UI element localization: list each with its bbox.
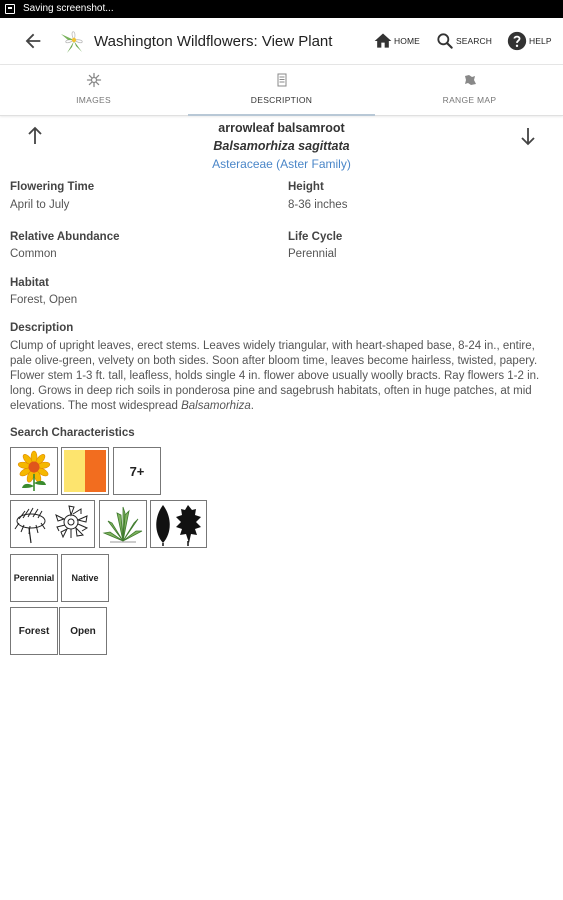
help-button[interactable] <box>506 28 552 54</box>
tab-description[interactable] <box>188 65 375 115</box>
scientific-name: Balsamorhiza sagittata <box>213 139 350 153</box>
help-label: HELP <box>529 36 552 46</box>
trillium-logo-icon <box>58 25 90 57</box>
habitat-tile-forest: Forest <box>10 607 58 655</box>
description-end: . <box>250 400 254 412</box>
origin-tile: Native <box>61 554 109 602</box>
home-button[interactable] <box>373 28 420 54</box>
flower-shape-tile <box>10 500 95 548</box>
flowering-time-value: April to July <box>10 199 70 211</box>
orange-color-swatch <box>85 450 106 492</box>
list-tab-icon <box>274 72 290 88</box>
flower-color-tile <box>61 447 109 495</box>
search-button[interactable] <box>435 28 492 54</box>
family-link[interactable]: Asteraceae (Aster Family) <box>212 157 351 171</box>
help-icon <box>506 30 528 52</box>
tab-range-map[interactable] <box>376 65 563 115</box>
habitat-value: Forest, Open <box>10 294 78 306</box>
leaf-arrangement-tile <box>99 500 147 548</box>
description-genus: Balsamorhiza <box>181 400 251 412</box>
relative-abundance-label: Relative Abundance <box>10 231 120 243</box>
map-tab-icon <box>462 72 478 88</box>
life-cycle-label: Life Cycle <box>288 231 343 243</box>
leaf-shape-tile <box>150 500 207 548</box>
home-label: HOME <box>394 36 420 46</box>
tab-description-label: DESCRIPTION <box>250 95 313 105</box>
common-name: arrowleaf balsamroot <box>218 121 345 135</box>
status-text: Saving screenshot... <box>23 3 114 14</box>
app-title: Washington Wildflowers: View Plant <box>94 33 333 50</box>
petal-count-tile: 7+ <box>113 447 161 495</box>
life-cycle-tile: Perennial <box>10 554 58 602</box>
basal-leaves-icon <box>100 501 146 547</box>
description-body: Clump of upright leaves, erect stems. Leaves widely triangular, with heart-shaped base, 8-24 in., entire, pale olive-green, velvety on both sides. Soon after bloom time, leaves become hairless, twisted, papery. Flower stem 1-3 ft. tall, leafless, holds single 4 in. flower above usually woolly bracts. Ray flowers 1-2 in. long. Grows in deep rich soils in ponderosa pine and sagebrush habitats, often in huge patches, at mid elevations. The most widespread <box>10 340 540 412</box>
height-label: Height <box>288 181 324 193</box>
relative-abundance-value: Common <box>10 248 57 260</box>
search-characteristics-label: Search Characteristics <box>10 427 135 439</box>
life-cycle-value: Perennial <box>288 248 337 260</box>
search-label: SEARCH <box>456 36 493 46</box>
description-text <box>10 339 555 414</box>
tab-images[interactable] <box>0 65 187 115</box>
leaf-silhouettes-icon <box>151 501 206 547</box>
search-icon <box>435 31 455 51</box>
back-arrow-icon[interactable] <box>22 30 44 52</box>
tab-range-map-label: RANGE MAP <box>442 95 497 105</box>
app-bar <box>0 18 563 65</box>
sunflower-icon <box>11 448 57 494</box>
flower-type-tile <box>10 447 58 495</box>
flower-tab-icon <box>86 72 102 88</box>
status-bar <box>0 0 563 18</box>
habitat-tile-open: Open <box>59 607 107 655</box>
composite-flower-icon <box>11 501 94 547</box>
height-value: 8-36 inches <box>288 199 348 211</box>
flowering-time-label: Flowering Time <box>10 181 95 193</box>
yellow-color-swatch <box>64 450 85 492</box>
habitat-label: Habitat <box>10 277 49 289</box>
tab-images-label: IMAGES <box>76 95 111 105</box>
screenshot-icon <box>5 4 15 14</box>
home-icon <box>373 31 393 51</box>
tab-bar <box>0 65 563 116</box>
description-label: Description <box>10 322 74 334</box>
